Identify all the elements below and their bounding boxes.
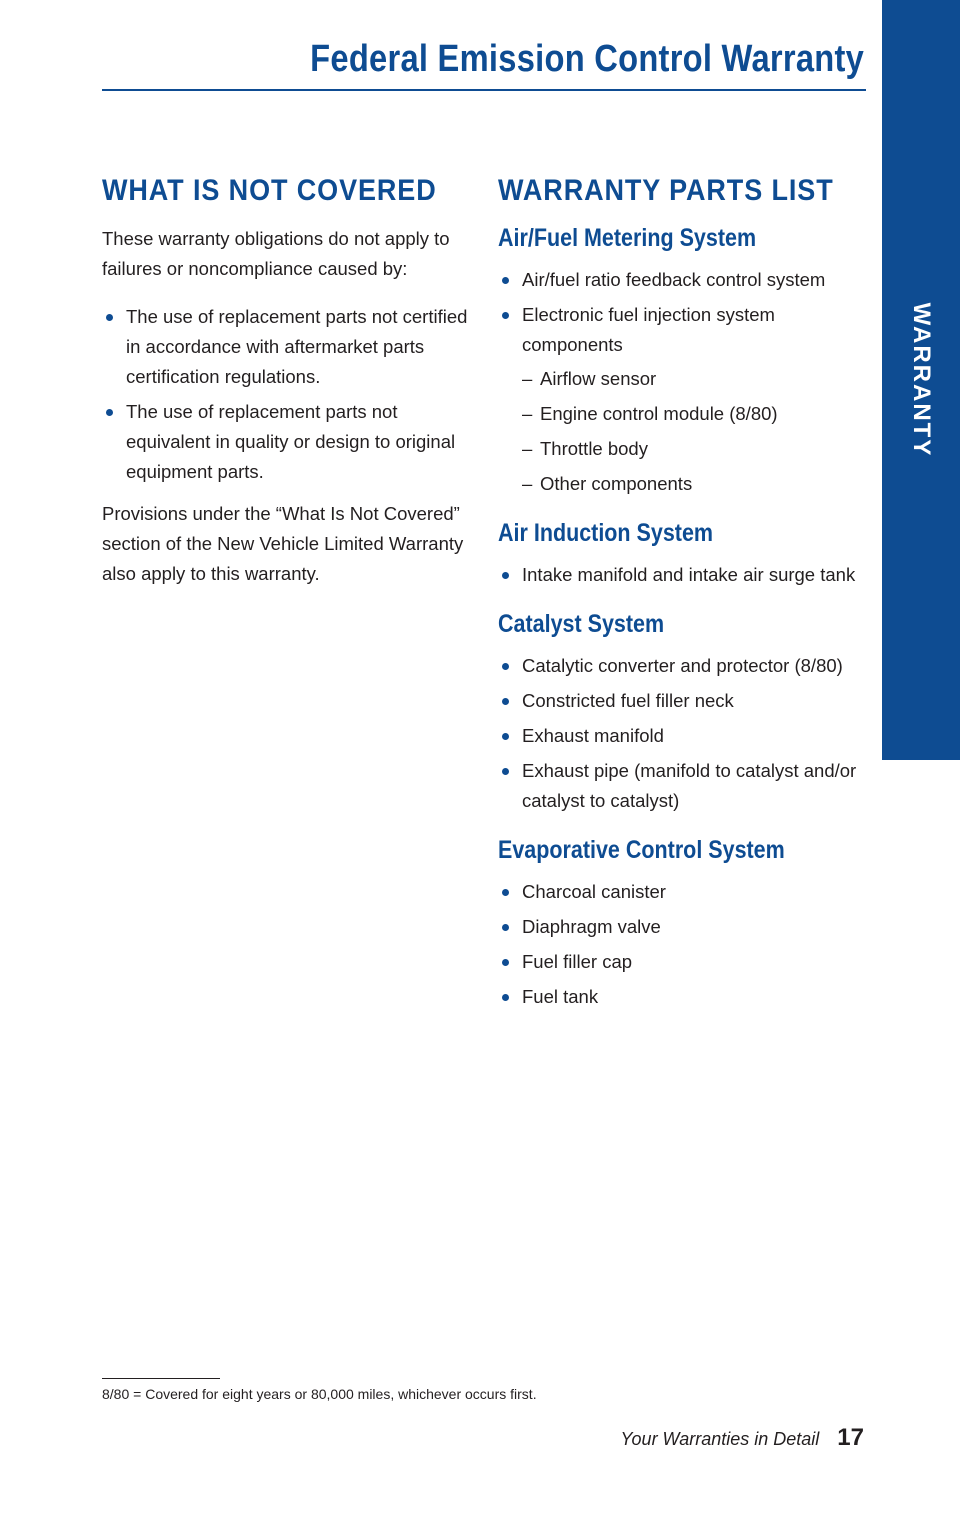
list-item-text: Fuel tank	[522, 986, 599, 1007]
sub-list-item	[522, 469, 860, 499]
dash-icon: –	[522, 438, 533, 459]
sub-item-text: Throttle body	[540, 438, 648, 459]
page-title: Federal Emission Control Warranty	[310, 38, 864, 80]
list-item-text: Air/fuel ratio feedback control system	[522, 269, 826, 290]
bullet-icon	[502, 733, 509, 740]
footnote: 8/80 = Covered for eight years or 80,000 miles, whichever occurs first.	[102, 1386, 537, 1402]
list-item	[498, 651, 860, 681]
list-item-text: Catalytic converter and protector (8/80)	[522, 655, 843, 676]
not-covered-closing: Provisions under the “What Is Not Covered” section of the New Vehicle Limited Warranty also apply to this warranty.	[102, 503, 464, 584]
bullet-icon	[502, 994, 509, 1001]
list-item	[498, 877, 860, 907]
dash-icon: –	[522, 473, 533, 494]
list-item-text: Exhaust pipe (manifold to catalyst and/or catalyst to catalyst)	[522, 760, 857, 811]
footnote-divider	[102, 1378, 220, 1379]
list-item	[498, 265, 860, 295]
list-item-text: Electronic fuel injection system components	[522, 304, 775, 355]
section-title-air-fuel: Air/Fuel Metering System	[498, 224, 757, 252]
list-item	[498, 947, 860, 977]
sub-list-item	[522, 434, 860, 464]
catalyst-list	[498, 651, 860, 816]
bullet-icon	[502, 924, 509, 931]
sub-item-text: Engine control module (8/80)	[540, 403, 778, 424]
not-covered-list	[102, 302, 472, 487]
list-item	[498, 912, 860, 942]
section-title-catalyst: Catalyst System	[498, 610, 665, 638]
list-item	[498, 756, 860, 816]
sub-item-text: Other components	[540, 473, 693, 494]
side-tab-label: WARRANTY	[908, 302, 935, 458]
list-item-text: The use of replacement parts not equivalent in quality or design to original equipment parts.	[126, 401, 456, 482]
list-item	[498, 686, 860, 716]
list-item-text: Diaphragm valve	[522, 916, 661, 937]
section-title-air-induction: Air Induction System	[498, 519, 714, 547]
not-covered-intro: These warranty obligations do not apply to failures or noncompliance caused by:	[102, 228, 450, 279]
sub-item-text: Airflow sensor	[540, 368, 657, 389]
not-covered-column	[102, 174, 472, 607]
sub-list-item	[522, 364, 860, 394]
list-item	[498, 721, 860, 751]
bullet-icon	[502, 959, 509, 966]
evaporative-list	[498, 877, 860, 1012]
bullet-icon	[106, 409, 113, 416]
list-item	[498, 300, 860, 499]
dash-icon: –	[522, 403, 533, 424]
bullet-icon	[502, 572, 509, 579]
title-divider	[102, 89, 866, 91]
parts-list-column	[498, 174, 860, 1024]
air-induction-list	[498, 560, 860, 590]
list-item-text: Intake manifold and intake air surge tank	[522, 564, 856, 585]
list-item-text: The use of replacement parts not certified in accordance with aftermarket parts certification regulations.	[126, 306, 468, 387]
bullet-icon	[106, 314, 113, 321]
bullet-icon	[502, 277, 509, 284]
section-title-evaporative: Evaporative Control System	[498, 836, 785, 864]
bullet-icon	[502, 889, 509, 896]
sub-list	[522, 364, 860, 499]
not-covered-heading: WHAT IS NOT COVERED	[102, 174, 437, 207]
list-item	[498, 982, 860, 1012]
air-fuel-list	[498, 265, 860, 499]
bullet-icon	[502, 312, 509, 319]
footer-text: Your Warranties in Detail	[620, 1429, 820, 1449]
list-item-text: Fuel filler cap	[522, 951, 633, 972]
list-item-text: Exhaust manifold	[522, 725, 664, 746]
list-item	[102, 302, 472, 392]
bullet-icon	[502, 698, 509, 705]
sub-list-item	[522, 399, 860, 429]
parts-list-heading: WARRANTY PARTS LIST	[498, 174, 834, 207]
section-side-tab	[882, 0, 960, 760]
bullet-icon	[502, 663, 509, 670]
page-footer	[621, 1424, 864, 1452]
list-item-text: Constricted fuel filler neck	[522, 690, 734, 711]
dash-icon: –	[522, 368, 533, 389]
bullet-icon	[502, 768, 509, 775]
page-number: 17	[837, 1424, 864, 1451]
list-item	[102, 397, 472, 487]
list-item	[498, 560, 860, 590]
list-item-text: Charcoal canister	[522, 881, 666, 902]
